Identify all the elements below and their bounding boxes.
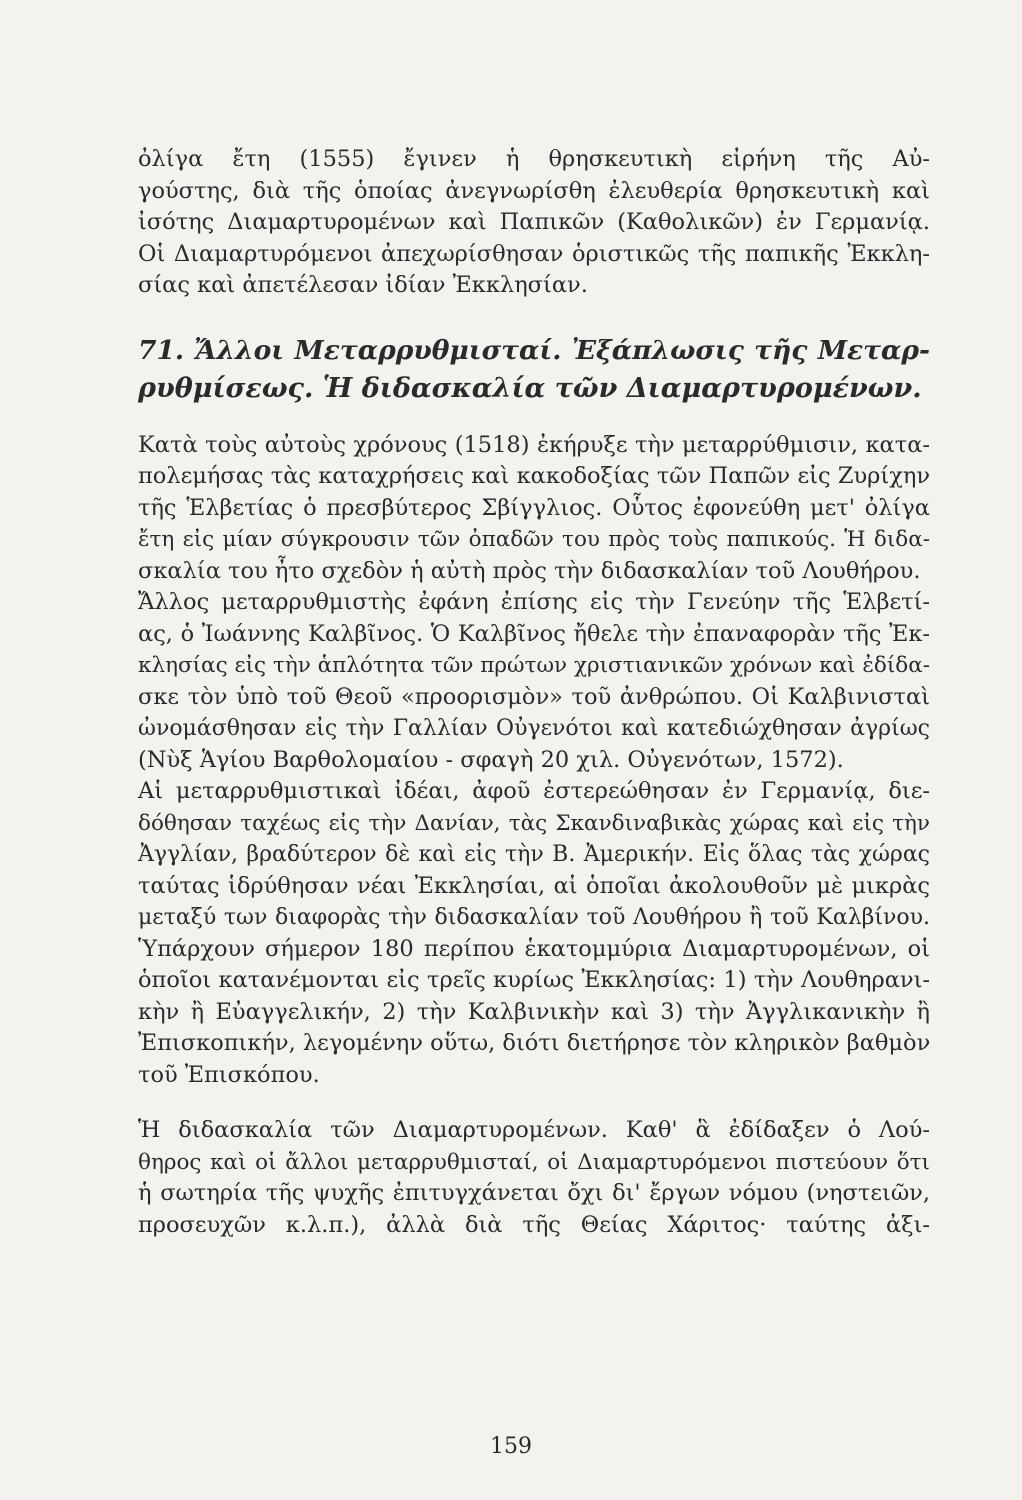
text-line: Ἡ διδασκαλία τῶν Διαμαρτυρομένων. Καθ' ἃ ἐδίδαξεν ὁ Λού- bbox=[138, 1117, 930, 1143]
text-line: Ἄλλος μεταρρυθμιστὴς ἐφάνη ἐπίσης εἰς τὴν Γενεύην τῆς Ἑλβετί- bbox=[138, 589, 930, 615]
page-number: 159 bbox=[490, 1434, 532, 1459]
text-line: Οἱ Διαμαρτυρόμενοι ἀπεχωρίσθησαν ὁριστικῶς τῆς παπικῆς Ἐκκλη- bbox=[138, 240, 930, 267]
paragraph-spread bbox=[138, 776, 930, 1091]
paragraph-calvin bbox=[138, 587, 930, 776]
text-line: ἰσότης Διαμαρτυρομένων καὶ Παπικῶν (Καθολικῶν) ἐν Γερμανίᾳ. bbox=[138, 209, 930, 235]
text-line: σίας καὶ ἀπετέλεσαν ἰδίαν Ἐκκλησίαν. bbox=[138, 272, 588, 298]
text-line: κὴν ἢ Εὐαγγελικήν, 2) τὴν Καλβινικὴν καὶ 3) τὴν Ἀγγλικανικὴν ἢ bbox=[138, 998, 930, 1025]
paragraph-zwingli bbox=[138, 430, 930, 588]
text-line: ἔτη εἰς μίαν σύγκρουσιν τῶν ὀπαδῶν του πρὸς τοὺς παπικούς. Ἡ διδα- bbox=[138, 527, 930, 552]
section-title bbox=[138, 332, 930, 408]
text-line: ἡ σωτηρία τῆς ψυχῆς ἐπιτυγχάνεται ὄχι δι' ἔργων νόμου (νηστειῶν, bbox=[138, 1180, 930, 1206]
text-line: ὀλίγα ἔτη (1555) ἔγινεν ἡ θρησκευτικὴ εἰρήνη τῆς Αὐ- bbox=[138, 146, 930, 172]
text-line: Κατὰ τοὺς αὐτοὺς χρόνους (1518) ἐκήρυξε τὴν μεταρρύθμισιν, κατα- bbox=[138, 431, 930, 458]
text-line: τῆς Ἑλβετίας ὁ πρεσβύτερος Σβίγγλιος. Οὗτος ἐφονεύθη μετ' ὀλίγα bbox=[138, 494, 930, 521]
text-line: προσευχῶν κ.λ.π.), ἀλλὰ διὰ τῆς Θείας Χάριτος· ταύτης ἀξι- bbox=[138, 1211, 930, 1238]
section-title-line: ρυθμίσεως. Ἡ διδασκαλία τῶν Διαμαρτυρομένων. bbox=[138, 372, 922, 404]
text-line: δόθησαν ταχέως εἰς τὴν Δανίαν, τὰς Σκανδιναβικὰς χώρας καὶ εἰς τὴν bbox=[138, 810, 930, 836]
paragraph-gap bbox=[138, 1091, 930, 1115]
text-line: ας, ὁ Ἰωάννης Καλβῖνος. Ὁ Καλβῖνος ἤθελε τὴν ἐπαναφορὰν τῆς Ἐκ- bbox=[138, 620, 930, 647]
text-line: μεταξύ των διαφορὰς τὴν διδασκαλίαν τοῦ Λουθήρου ἢ τοῦ Καλβίνου. bbox=[138, 905, 930, 930]
text-line: Αἱ μεταρρυθμιστικαὶ ἰδέαι, ἀφοῦ ἐστερεώθησαν ἐν Γερμανίᾳ, διε- bbox=[138, 778, 930, 804]
text-line: Ἐπισκοπικήν, λεγομένην οὕτω, διότι διετήρησε τὸν κληρικὸν βαθμὸν bbox=[138, 1030, 931, 1056]
body-text bbox=[138, 144, 930, 1241]
text-line: Ἀγγλίαν, βραδύτερον δὲ καὶ εἰς τὴν Β. Ἀμερικήν. Εἰς ὅλας τὰς χώρας bbox=[138, 842, 930, 867]
text-line: θηρος καὶ οἱ ἄλλοι μεταρρυθμισταί, οἱ Διαμαρτυρόμενοι πιστεύουν ὅτι bbox=[138, 1149, 930, 1175]
text-line: σκε τὸν ὑπὸ τοῦ Θεοῦ «προορισμὸν» τοῦ ἀνθρώπου. Οἱ Καλβινισταὶ bbox=[138, 683, 930, 710]
text-line: ὠνομάσθησαν εἰς τὴν Γαλλίαν Οὐγενότοι καὶ κατεδιώχθησαν ἀγρίως bbox=[138, 716, 930, 741]
text-line: ταύτας ἱδρύθησαν νέαι Ἐκκλησίαι, αἱ ὁποῖαι ἀκολουθοῦν μὲ μικρὰς bbox=[138, 872, 930, 899]
text-line: γούστης, διὰ τῆς ὁποίας ἀνεγνωρίσθη ἐλευθερία θρησκευτικὴ καὶ bbox=[138, 177, 930, 204]
paragraph-intro bbox=[138, 144, 930, 302]
text-line: κλησίας εἰς τὴν ἁπλότητα τῶν πρώτων χριστιανικῶν χρόνων καὶ ἐδίδα- bbox=[138, 653, 930, 678]
text-line: Ὑπάρχουν σήμερον 180 περίπου ἑκατομμύρια Διαμαρτυρομένων, οἱ bbox=[138, 935, 930, 962]
text-line: σκαλία του ἦτο σχεδὸν ἡ αὐτὴ πρὸς τὴν διδασκαλίαν τοῦ Λουθήρου. bbox=[138, 557, 921, 584]
text-line: ὁποῖοι κατανέμονται εἰς τρεῖς κυρίως Ἐκκλησίας: 1) τὴν Λουθηρανι- bbox=[138, 967, 930, 993]
text-line: πολεμήσας τὰς καταχρήσεις καὶ κακοδοξίας τῶν Παπῶν εἰς Ζυρίχην bbox=[138, 463, 930, 489]
section-title-line: 71. Ἄλλοι Μεταρρυθμισταί. Ἐξάπλωσις τῆς Μεταρ- bbox=[138, 334, 930, 366]
text-line: (Νὺξ Ἁγίου Βαρθολομαίου - σφαγὴ 20 χιλ. Οὐγενότων, 1572). bbox=[138, 746, 844, 773]
paragraph-doctrine bbox=[138, 1115, 930, 1241]
text-line: τοῦ Ἐπισκόπου. bbox=[138, 1061, 320, 1088]
